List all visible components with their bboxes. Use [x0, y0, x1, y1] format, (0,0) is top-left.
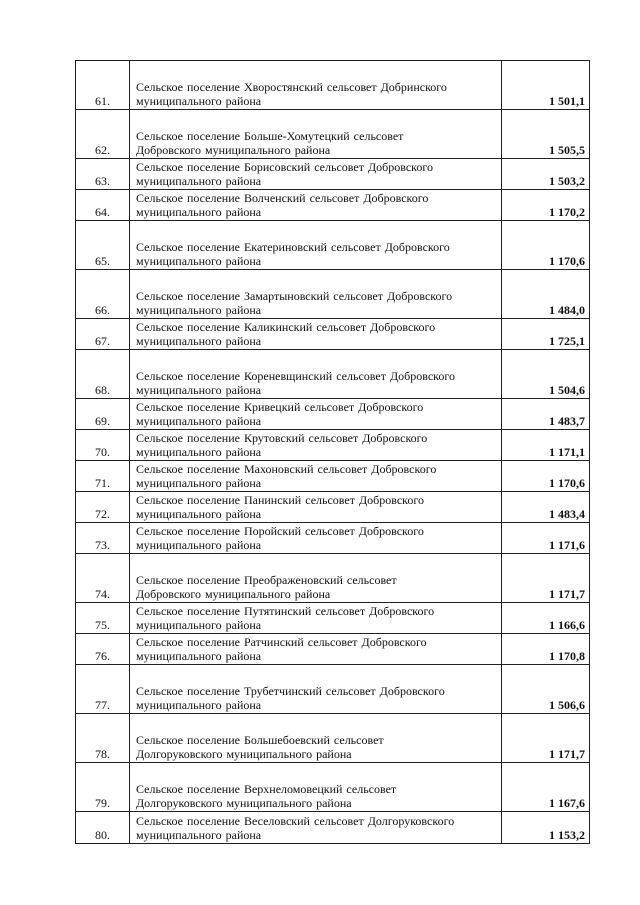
- row-number: 73.: [76, 523, 130, 554]
- table-row: [76, 159, 590, 190]
- row-number: 78.: [76, 714, 130, 763]
- settlement-name-line2: муниципального района: [136, 445, 262, 459]
- settlement-name-line2: муниципального района: [136, 254, 262, 268]
- table-row: [76, 603, 590, 634]
- amount-value: 1 503,2: [502, 159, 590, 190]
- table-row: [76, 492, 590, 523]
- amount-value: 1 170,6: [502, 461, 590, 492]
- row-number: 76.: [76, 634, 130, 665]
- amount-value: 1 501,1: [502, 61, 590, 110]
- settlement-name-line1: Сельское поселение Панинский сельсовет Добровского: [136, 493, 425, 507]
- table-row: [76, 61, 590, 110]
- row-number: 75.: [76, 603, 130, 634]
- settlement-name: [130, 461, 502, 492]
- amount-value: 1 504,6: [502, 350, 590, 399]
- settlement-name: [130, 430, 502, 461]
- settlement-name-line2: муниципального района: [136, 649, 262, 663]
- row-number: 70.: [76, 430, 130, 461]
- settlement-name-line2: муниципального района: [136, 303, 262, 317]
- settlement-name-line2: муниципального района: [136, 383, 262, 397]
- settlement-name-line2: муниципального района: [136, 205, 262, 219]
- settlement-name-line1: Сельское поселение Махоновский сельсовет Добровского: [136, 462, 437, 476]
- table-row: [76, 461, 590, 492]
- amount-value: 1 505,5: [502, 110, 590, 159]
- amount-value: 1 171,1: [502, 430, 590, 461]
- settlement-name: [130, 350, 502, 399]
- settlement-name-line1: Сельское поселение Борисовский сельсовет Добровского: [136, 160, 434, 174]
- row-number: 64.: [76, 190, 130, 221]
- table-row: [76, 110, 590, 159]
- settlement-name-line1: Сельское поселение Больше-Хомутецкий сельсовет: [136, 129, 404, 143]
- settlement-name-line1: Сельское поселение Большебоевский сельсовет: [136, 733, 384, 747]
- row-number: 72.: [76, 492, 130, 523]
- settlement-name-line2: Добровского муниципального района: [136, 143, 331, 157]
- amount-value: 1 725,1: [502, 319, 590, 350]
- settlement-name: [130, 634, 502, 665]
- row-number: 79.: [76, 763, 130, 812]
- table-body: [76, 61, 590, 844]
- settlement-name-line1: Сельское поселение Путятинский сельсовет Добровского: [136, 604, 435, 618]
- settlement-name-line1: Сельское поселение Хворостянский сельсовет Добринского: [136, 80, 447, 94]
- amount-value: 1 170,2: [502, 190, 590, 221]
- row-number: 63.: [76, 159, 130, 190]
- table-row: [76, 763, 590, 812]
- settlement-name: [130, 603, 502, 634]
- settlement-name-line1: Сельское поселение Каликинский сельсовет Добровского: [136, 320, 436, 334]
- settlement-name: [130, 110, 502, 159]
- amount-value: 1 483,7: [502, 399, 590, 430]
- table-row: [76, 190, 590, 221]
- row-number: 62.: [76, 110, 130, 159]
- settlement-name: [130, 221, 502, 270]
- settlement-name: [130, 523, 502, 554]
- row-number: 69.: [76, 399, 130, 430]
- settlement-name-line2: муниципального района: [136, 828, 262, 842]
- row-number: 66.: [76, 270, 130, 319]
- settlement-name-line1: Сельское поселение Поройский сельсовет Добровского: [136, 524, 424, 538]
- settlement-name-line1: Сельское поселение Преображеновский сельсовет: [136, 573, 397, 587]
- settlement-name-line2: муниципального района: [136, 174, 262, 188]
- row-number: 67.: [76, 319, 130, 350]
- table-row: [76, 270, 590, 319]
- settlement-name-line2: Долгоруковского муниципального района: [136, 747, 352, 761]
- row-number: 61.: [76, 61, 130, 110]
- row-number: 74.: [76, 554, 130, 603]
- settlement-name-line1: Сельское поселение Крутовский сельсовет Добровского: [136, 431, 428, 445]
- amount-value: 1 167,6: [502, 763, 590, 812]
- amount-value: 1 484,0: [502, 270, 590, 319]
- settlement-name-line1: Сельское поселение Замартыновский сельсовет Добровского: [136, 289, 453, 303]
- amount-value: 1 171,7: [502, 554, 590, 603]
- settlement-name: [130, 812, 502, 844]
- table-row: [76, 350, 590, 399]
- settlement-name: [130, 665, 502, 714]
- amount-value: 1 166,6: [502, 603, 590, 634]
- table-row: [76, 399, 590, 430]
- amount-value: 1 170,6: [502, 221, 590, 270]
- settlement-name-line2: муниципального района: [136, 334, 262, 348]
- settlement-name: [130, 492, 502, 523]
- settlement-name: [130, 714, 502, 763]
- settlement-name: [130, 399, 502, 430]
- settlement-name-line2: муниципального района: [136, 618, 262, 632]
- settlement-name-line1: Сельское поселение Кореневщинский сельсовет Добровского: [136, 369, 455, 383]
- settlement-name-line1: Сельское поселение Екатериновский сельсовет Добровского: [136, 240, 450, 254]
- table-row: [76, 634, 590, 665]
- settlement-name-line2: муниципального района: [136, 414, 262, 428]
- row-number: 80.: [76, 812, 130, 844]
- table-row: [76, 665, 590, 714]
- amount-value: 1 153,2: [502, 812, 590, 844]
- settlement-name-line2: муниципального района: [136, 698, 262, 712]
- settlement-name: [130, 270, 502, 319]
- table-row: [76, 554, 590, 603]
- table-row: [76, 319, 590, 350]
- amount-value: 1 506,6: [502, 665, 590, 714]
- table-row: [76, 812, 590, 844]
- settlement-name: [130, 554, 502, 603]
- settlement-name-line1: Сельское поселение Верхнеломовецкий сельсовет: [136, 782, 397, 796]
- settlement-name-line2: муниципального района: [136, 476, 262, 490]
- settlements-table: [75, 60, 590, 844]
- row-number: 71.: [76, 461, 130, 492]
- table-row: [76, 221, 590, 270]
- settlement-name: [130, 61, 502, 110]
- settlement-name-line1: Сельское поселение Веселовский сельсовет Долгоруковского: [136, 814, 455, 828]
- settlement-name-line1: Сельское поселение Волченский сельсовет Добровского: [136, 191, 429, 205]
- settlement-name: [130, 319, 502, 350]
- row-number: 77.: [76, 665, 130, 714]
- amount-value: 1 171,7: [502, 714, 590, 763]
- settlement-name-line1: Сельское поселение Трубетчинский сельсовет Добровского: [136, 684, 445, 698]
- amount-value: 1 483,4: [502, 492, 590, 523]
- settlement-name-line2: Добровского муниципального района: [136, 587, 331, 601]
- settlement-name-line2: муниципального района: [136, 94, 262, 108]
- settlement-name-line1: Сельское поселение Кривецкий сельсовет Добровского: [136, 400, 424, 414]
- settlement-name-line2: муниципального района: [136, 507, 262, 521]
- table-row: [76, 714, 590, 763]
- settlement-name-line2: Долгоруковского муниципального района: [136, 796, 352, 810]
- row-number: 65.: [76, 221, 130, 270]
- settlement-name: [130, 763, 502, 812]
- settlement-name-line2: муниципального района: [136, 538, 262, 552]
- settlement-name-line1: Сельское поселение Ратчинский сельсовет Добровского: [136, 635, 427, 649]
- table-row: [76, 523, 590, 554]
- settlement-name: [130, 190, 502, 221]
- amount-value: 1 171,6: [502, 523, 590, 554]
- amount-value: 1 170,8: [502, 634, 590, 665]
- row-number: 68.: [76, 350, 130, 399]
- settlement-name: [130, 159, 502, 190]
- table-row: [76, 430, 590, 461]
